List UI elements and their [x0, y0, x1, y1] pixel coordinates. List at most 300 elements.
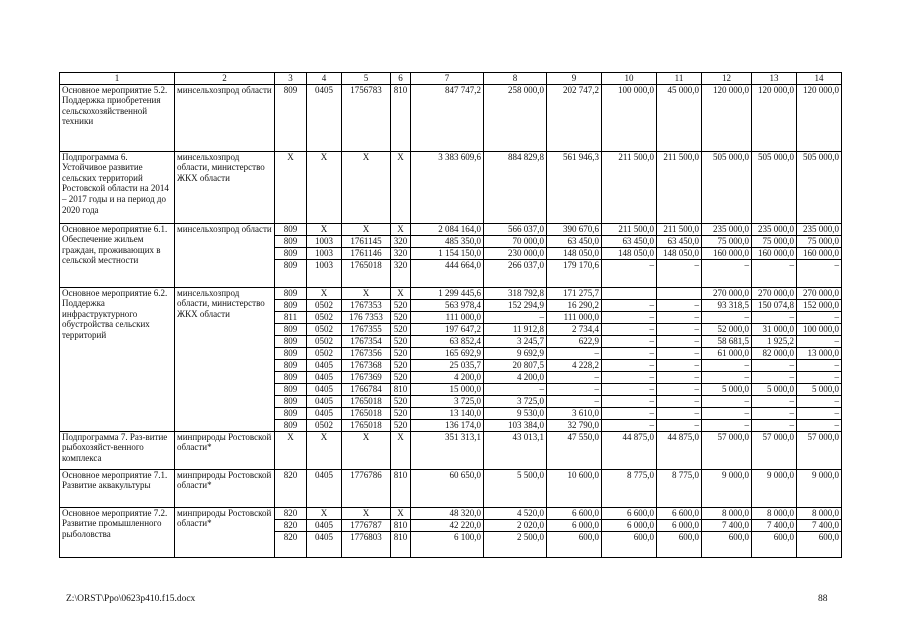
amount-cell: 9 000,0 [797, 469, 842, 507]
amount-cell: – [602, 383, 657, 395]
program-name-cell: Основное мероприятие 6.1. Обеспечение жильем граждан, проживающих в сельской местности [60, 223, 175, 287]
amount-cell: 42 220,0 [411, 519, 484, 531]
amount-cell: – [702, 259, 752, 287]
amount-cell: 3 725,0 [484, 395, 547, 407]
amount-cell: 152 000,0 [797, 299, 842, 311]
budget-code-cell: 0405 [307, 531, 342, 557]
amount-cell: 150 074,8 [752, 299, 797, 311]
table-row [60, 287, 842, 299]
amount-cell: 3 245,7 [484, 335, 547, 347]
executor-cell: минсельхозпрод области, министерство ЖКХ области [175, 287, 275, 431]
amount-cell: 270 000,0 [752, 287, 797, 299]
amount-cell: 57 000,0 [702, 431, 752, 469]
budget-code-cell: 1003 [307, 247, 342, 259]
budget-code-cell: 810 [391, 531, 411, 557]
column-number-header: 8 [484, 73, 547, 85]
amount-cell: 45 000,0 [657, 84, 702, 151]
budget-code-cell: 0405 [307, 383, 342, 395]
amount-cell: – [797, 311, 842, 323]
amount-cell: 3 610,0 [547, 407, 602, 419]
budget-code-cell: 809 [275, 323, 307, 335]
amount-cell: 75 000,0 [797, 235, 842, 247]
table-row [60, 84, 842, 151]
amount-cell: – [657, 383, 702, 395]
amount-cell: 600,0 [602, 531, 657, 557]
budget-code-cell: 176 7353 [342, 311, 391, 323]
amount-cell: 266 037,0 [484, 259, 547, 287]
budget-code-cell: 810 [391, 519, 411, 531]
budget-code-cell: 1003 [307, 235, 342, 247]
budget-code-cell: 320 [391, 259, 411, 287]
amount-cell: 160 000,0 [752, 247, 797, 259]
amount-cell: – [657, 419, 702, 431]
amount-cell: 120 000,0 [797, 84, 842, 151]
amount-cell: – [657, 407, 702, 419]
budget-code-cell: 809 [275, 419, 307, 431]
amount-cell: 600,0 [797, 531, 842, 557]
budget-code-cell: 1767369 [342, 371, 391, 383]
amount-cell: 148 050,0 [657, 247, 702, 259]
amount-cell: 8 000,0 [702, 507, 752, 519]
budget-code-cell: 0502 [307, 419, 342, 431]
amount-cell: – [657, 311, 702, 323]
budget-code-cell: Х [307, 287, 342, 299]
budget-code-cell: 809 [275, 407, 307, 419]
amount-cell: 211 500,0 [602, 151, 657, 223]
amount-cell: – [547, 383, 602, 395]
amount-cell: 884 829,8 [484, 151, 547, 223]
amount-cell: 25 035,7 [411, 359, 484, 371]
amount-cell: 6 000,0 [602, 519, 657, 531]
amount-cell: 6 600,0 [657, 507, 702, 519]
budget-code-cell: 809 [275, 247, 307, 259]
budget-code-cell: 520 [391, 359, 411, 371]
budget-code-cell: Х [391, 507, 411, 519]
amount-cell: 4 520,0 [484, 507, 547, 519]
amount-cell: 600,0 [657, 531, 702, 557]
amount-cell: 600,0 [752, 531, 797, 557]
amount-cell: – [602, 311, 657, 323]
amount-cell: 136 174,0 [411, 419, 484, 431]
amount-cell: – [752, 371, 797, 383]
amount-cell: 13 140,0 [411, 407, 484, 419]
column-number-header: 3 [275, 73, 307, 85]
amount-cell: 4 200,0 [484, 371, 547, 383]
column-number-header: 4 [307, 73, 342, 85]
amount-cell: 270 000,0 [702, 287, 752, 299]
table-row [60, 507, 842, 519]
amount-cell: 6 000,0 [547, 519, 602, 531]
amount-cell: – [484, 383, 547, 395]
budget-code-cell: 320 [391, 247, 411, 259]
budget-code-cell: 0405 [307, 469, 342, 507]
program-name-cell: Подпрограмма 6. Устойчивое развитие сельских территорий Ростовской области на 2014 – 2017 годы и на период до 2020 года [60, 151, 175, 223]
budget-code-cell: 0405 [307, 371, 342, 383]
budget-code-cell: 520 [391, 419, 411, 431]
budget-code-cell: 0502 [307, 323, 342, 335]
amount-cell: 4 228,2 [547, 359, 602, 371]
amount-cell: 6 600,0 [547, 507, 602, 519]
program-name-cell: Основное мероприятие 5.2. Поддержка приобретения сельскохозяйственной техники [60, 84, 175, 151]
amount-cell: 270 000,0 [797, 287, 842, 299]
budget-code-cell: 0405 [307, 395, 342, 407]
budget-code-cell: Х [342, 431, 391, 469]
budget-code-cell: 1766784 [342, 383, 391, 395]
amount-cell: 485 350,0 [411, 235, 484, 247]
amount-cell: – [657, 259, 702, 287]
budget-code-cell: 0502 [307, 299, 342, 311]
amount-cell: 9 000,0 [752, 469, 797, 507]
amount-cell: 111 000,0 [411, 311, 484, 323]
amount-cell: 3 383 609,6 [411, 151, 484, 223]
column-number-header: 12 [702, 73, 752, 85]
budget-code-cell: 0405 [307, 359, 342, 371]
budget-code-cell: 809 [275, 359, 307, 371]
amount-cell: 444 664,0 [411, 259, 484, 287]
amount-cell: – [702, 359, 752, 371]
page-number: 88 [818, 594, 828, 604]
amount-cell: – [657, 359, 702, 371]
amount-cell: – [602, 323, 657, 335]
budget-code-cell: 520 [391, 299, 411, 311]
amount-cell: – [797, 407, 842, 419]
amount-cell: – [602, 347, 657, 359]
amount-cell: – [797, 359, 842, 371]
amount-cell: 82 000,0 [752, 347, 797, 359]
amount-cell: 148 050,0 [547, 247, 602, 259]
budget-code-cell: 1767355 [342, 323, 391, 335]
amount-cell: – [702, 395, 752, 407]
budget-code-cell: Х [342, 287, 391, 299]
executor-cell: минприроды Ростовской области* [175, 431, 275, 469]
amount-cell: – [702, 407, 752, 419]
budget-table [59, 72, 842, 558]
amount-cell: 622,9 [547, 335, 602, 347]
amount-cell: – [702, 371, 752, 383]
budget-code-cell: 810 [391, 84, 411, 151]
amount-cell: 31 000,0 [752, 323, 797, 335]
amount-cell: 5 500,0 [484, 469, 547, 507]
amount-cell: 6 600,0 [602, 507, 657, 519]
amount-cell: – [657, 335, 702, 347]
budget-code-cell: 809 [275, 383, 307, 395]
amount-cell: 211 500,0 [657, 151, 702, 223]
amount-cell: 7 400,0 [752, 519, 797, 531]
amount-cell: – [602, 335, 657, 347]
budget-code-cell: 809 [275, 235, 307, 247]
column-number-header: 6 [391, 73, 411, 85]
amount-cell: 1 154 150,0 [411, 247, 484, 259]
amount-cell: 563 978,4 [411, 299, 484, 311]
amount-cell: 235 000,0 [752, 223, 797, 235]
amount-cell: – [547, 347, 602, 359]
amount-cell: 561 946,3 [547, 151, 602, 223]
table-row [60, 151, 842, 223]
budget-code-cell: 809 [275, 335, 307, 347]
budget-code-cell: 1767353 [342, 299, 391, 311]
column-number-header: 11 [657, 73, 702, 85]
budget-code-cell: Х [275, 151, 307, 223]
budget-code-cell: 809 [275, 259, 307, 287]
amount-cell: 152 294,9 [484, 299, 547, 311]
amount-cell: 63 450,0 [657, 235, 702, 247]
table-header-row [60, 73, 842, 85]
amount-cell: 103 384,0 [484, 419, 547, 431]
budget-code-cell: Х [391, 287, 411, 299]
executor-cell: минприроды Ростовской области* [175, 507, 275, 557]
amount-cell: – [752, 359, 797, 371]
amount-cell [657, 287, 702, 299]
executor-cell: минсельхозпрод области [175, 223, 275, 287]
amount-cell: – [752, 407, 797, 419]
budget-code-cell: 520 [391, 335, 411, 347]
amount-cell: 505 000,0 [752, 151, 797, 223]
executor-cell: минприроды Ростовской области* [175, 469, 275, 507]
amount-cell: 160 000,0 [797, 247, 842, 259]
amount-cell [602, 287, 657, 299]
budget-code-cell: 1761146 [342, 247, 391, 259]
amount-cell: 52 000,0 [702, 323, 752, 335]
program-name-cell: Основное мероприятие 6.2. Поддержка инфраструктурного обустройства сельских территорий [60, 287, 175, 431]
amount-cell: – [602, 371, 657, 383]
amount-cell: 9 692,9 [484, 347, 547, 359]
amount-cell: 211 500,0 [602, 223, 657, 235]
amount-cell: 2 020,0 [484, 519, 547, 531]
amount-cell: – [657, 395, 702, 407]
executor-cell: минсельхозпрод области [175, 84, 275, 151]
column-number-header: 13 [752, 73, 797, 85]
budget-code-cell: 1003 [307, 259, 342, 287]
budget-code-cell: 520 [391, 407, 411, 419]
amount-cell: 63 852,4 [411, 335, 484, 347]
column-number-header: 10 [602, 73, 657, 85]
program-name-cell: Подпрограмма 7. Раз-витие рыбохозяйст-венного комплекса [60, 431, 175, 469]
amount-cell: – [602, 395, 657, 407]
amount-cell: – [657, 299, 702, 311]
amount-cell: 58 681,5 [702, 335, 752, 347]
amount-cell: 211 500,0 [657, 223, 702, 235]
amount-cell: 8 775,0 [657, 469, 702, 507]
amount-cell: 235 000,0 [702, 223, 752, 235]
amount-cell: 13 000,0 [797, 347, 842, 359]
amount-cell: 111 000,0 [547, 311, 602, 323]
amount-cell: 75 000,0 [752, 235, 797, 247]
amount-cell: 1 299 445,6 [411, 287, 484, 299]
amount-cell: 7 400,0 [797, 519, 842, 531]
budget-code-cell: 809 [275, 299, 307, 311]
budget-code-cell: 809 [275, 223, 307, 235]
amount-cell: 148 050,0 [602, 247, 657, 259]
budget-code-cell: 0405 [307, 84, 342, 151]
amount-cell: 100 000,0 [602, 84, 657, 151]
amount-cell: – [797, 395, 842, 407]
amount-cell: 5 000,0 [797, 383, 842, 395]
budget-code-cell: 1776786 [342, 469, 391, 507]
amount-cell: 61 000,0 [702, 347, 752, 359]
budget-code-cell: 820 [275, 519, 307, 531]
amount-cell: – [752, 395, 797, 407]
budget-code-cell: Х [391, 151, 411, 223]
budget-code-cell: Х [342, 151, 391, 223]
amount-cell: 165 692,9 [411, 347, 484, 359]
budget-code-cell: 520 [391, 323, 411, 335]
budget-code-cell: 809 [275, 287, 307, 299]
amount-cell: 57 000,0 [797, 431, 842, 469]
amount-cell: 70 000,0 [484, 235, 547, 247]
amount-cell: – [752, 419, 797, 431]
program-name-cell: Основное мероприятие 7.2. Развитие промышленного рыболовства [60, 507, 175, 557]
amount-cell: 43 013,1 [484, 431, 547, 469]
budget-code-cell: 820 [275, 531, 307, 557]
amount-cell: 20 807,5 [484, 359, 547, 371]
amount-cell: 1 925,2 [752, 335, 797, 347]
amount-cell: 32 790,0 [547, 419, 602, 431]
amount-cell: 230 000,0 [484, 247, 547, 259]
budget-code-cell: Х [342, 223, 391, 235]
amount-cell: 120 000,0 [702, 84, 752, 151]
amount-cell: 8 775,0 [602, 469, 657, 507]
budget-code-cell: Х [391, 431, 411, 469]
amount-cell: 3 725,0 [411, 395, 484, 407]
amount-cell: 505 000,0 [797, 151, 842, 223]
amount-cell: 351 313,1 [411, 431, 484, 469]
amount-cell: – [702, 311, 752, 323]
amount-cell: 390 670,6 [547, 223, 602, 235]
column-number-header: 5 [342, 73, 391, 85]
amount-cell: 16 290,2 [547, 299, 602, 311]
amount-cell: 2 500,0 [484, 531, 547, 557]
executor-cell: минсельхозпрод области, министерство ЖКХ области [175, 151, 275, 223]
amount-cell: 2 084 164,0 [411, 223, 484, 235]
amount-cell: 63 450,0 [602, 235, 657, 247]
amount-cell: 8 000,0 [797, 507, 842, 519]
amount-cell: 505 000,0 [702, 151, 752, 223]
amount-cell: 100 000,0 [797, 323, 842, 335]
budget-code-cell: 1767356 [342, 347, 391, 359]
budget-code-cell: 520 [391, 371, 411, 383]
column-number-header: 2 [175, 73, 275, 85]
amount-cell: 10 600,0 [547, 469, 602, 507]
budget-code-cell: 810 [391, 383, 411, 395]
budget-code-cell: Х [391, 223, 411, 235]
amount-cell: 9 530,0 [484, 407, 547, 419]
amount-cell: 63 450,0 [547, 235, 602, 247]
amount-cell: 566 037,0 [484, 223, 547, 235]
amount-cell: – [752, 311, 797, 323]
budget-code-cell: Х [307, 431, 342, 469]
amount-cell: 44 875,0 [657, 431, 702, 469]
amount-cell: 179 170,6 [547, 259, 602, 287]
amount-cell: 197 647,2 [411, 323, 484, 335]
amount-cell: – [657, 371, 702, 383]
column-number-header: 14 [797, 73, 842, 85]
budget-code-cell: 809 [275, 347, 307, 359]
amount-cell: – [602, 259, 657, 287]
amount-cell: 318 792,8 [484, 287, 547, 299]
amount-cell: 60 650,0 [411, 469, 484, 507]
budget-code-cell: 1756783 [342, 84, 391, 151]
amount-cell: – [602, 299, 657, 311]
amount-cell: – [484, 311, 547, 323]
amount-cell: 4 200,0 [411, 371, 484, 383]
amount-cell: 6 100,0 [411, 531, 484, 557]
budget-code-cell: 1776803 [342, 531, 391, 557]
amount-cell: – [752, 259, 797, 287]
column-number-header: 7 [411, 73, 484, 85]
budget-code-cell: 809 [275, 84, 307, 151]
amount-cell: 93 318,5 [702, 299, 752, 311]
column-number-header: 1 [60, 73, 175, 85]
table-row [60, 469, 842, 507]
amount-cell: – [797, 419, 842, 431]
budget-code-cell: Х [307, 151, 342, 223]
amount-cell: – [657, 323, 702, 335]
amount-cell: 48 320,0 [411, 507, 484, 519]
budget-code-cell: 809 [275, 395, 307, 407]
amount-cell: – [702, 419, 752, 431]
amount-cell: 9 000,0 [702, 469, 752, 507]
amount-cell: 258 000,0 [484, 84, 547, 151]
budget-code-cell: 1767368 [342, 359, 391, 371]
amount-cell: 57 000,0 [752, 431, 797, 469]
amount-cell: 600,0 [547, 531, 602, 557]
budget-code-cell: 0502 [307, 347, 342, 359]
budget-code-cell: Х [275, 431, 307, 469]
budget-code-cell: Х [307, 223, 342, 235]
amount-cell: – [797, 371, 842, 383]
amount-cell: 11 912,8 [484, 323, 547, 335]
table-row [60, 223, 842, 235]
amount-cell: 47 550,0 [547, 431, 602, 469]
amount-cell: 847 747,2 [411, 84, 484, 151]
column-number-header: 9 [547, 73, 602, 85]
amount-cell: 5 000,0 [702, 383, 752, 395]
budget-code-cell: 0502 [307, 335, 342, 347]
budget-code-cell: 320 [391, 235, 411, 247]
budget-code-cell: 0502 [307, 311, 342, 323]
amount-cell: – [657, 347, 702, 359]
amount-cell: 75 000,0 [702, 235, 752, 247]
amount-cell: 44 875,0 [602, 431, 657, 469]
amount-cell: 235 000,0 [797, 223, 842, 235]
amount-cell: 120 000,0 [752, 84, 797, 151]
budget-code-cell: 1767354 [342, 335, 391, 347]
amount-cell: – [547, 371, 602, 383]
budget-code-cell: 520 [391, 347, 411, 359]
footer-file-path: Z:\ORST\Ppo\0623p410.f15.docx [66, 594, 196, 604]
budget-code-cell: 1765018 [342, 407, 391, 419]
amount-cell: 2 734,4 [547, 323, 602, 335]
program-name-cell: Основное мероприятие 7.1. Развитие аквакультуры [60, 469, 175, 507]
budget-code-cell: Х [307, 507, 342, 519]
budget-code-cell: 811 [275, 311, 307, 323]
table-row [60, 431, 842, 469]
amount-cell: – [602, 419, 657, 431]
budget-code-cell: 1765018 [342, 419, 391, 431]
budget-code-cell: 1776787 [342, 519, 391, 531]
budget-code-cell: 520 [391, 311, 411, 323]
budget-code-cell: 810 [391, 469, 411, 507]
amount-cell: – [547, 395, 602, 407]
amount-cell: – [602, 359, 657, 371]
budget-code-cell: Х [342, 507, 391, 519]
amount-cell: 15 000,0 [411, 383, 484, 395]
amount-cell: 5 000,0 [752, 383, 797, 395]
amount-cell: 202 747,2 [547, 84, 602, 151]
budget-code-cell: 0405 [307, 519, 342, 531]
amount-cell: – [797, 335, 842, 347]
budget-code-cell: 1761145 [342, 235, 391, 247]
